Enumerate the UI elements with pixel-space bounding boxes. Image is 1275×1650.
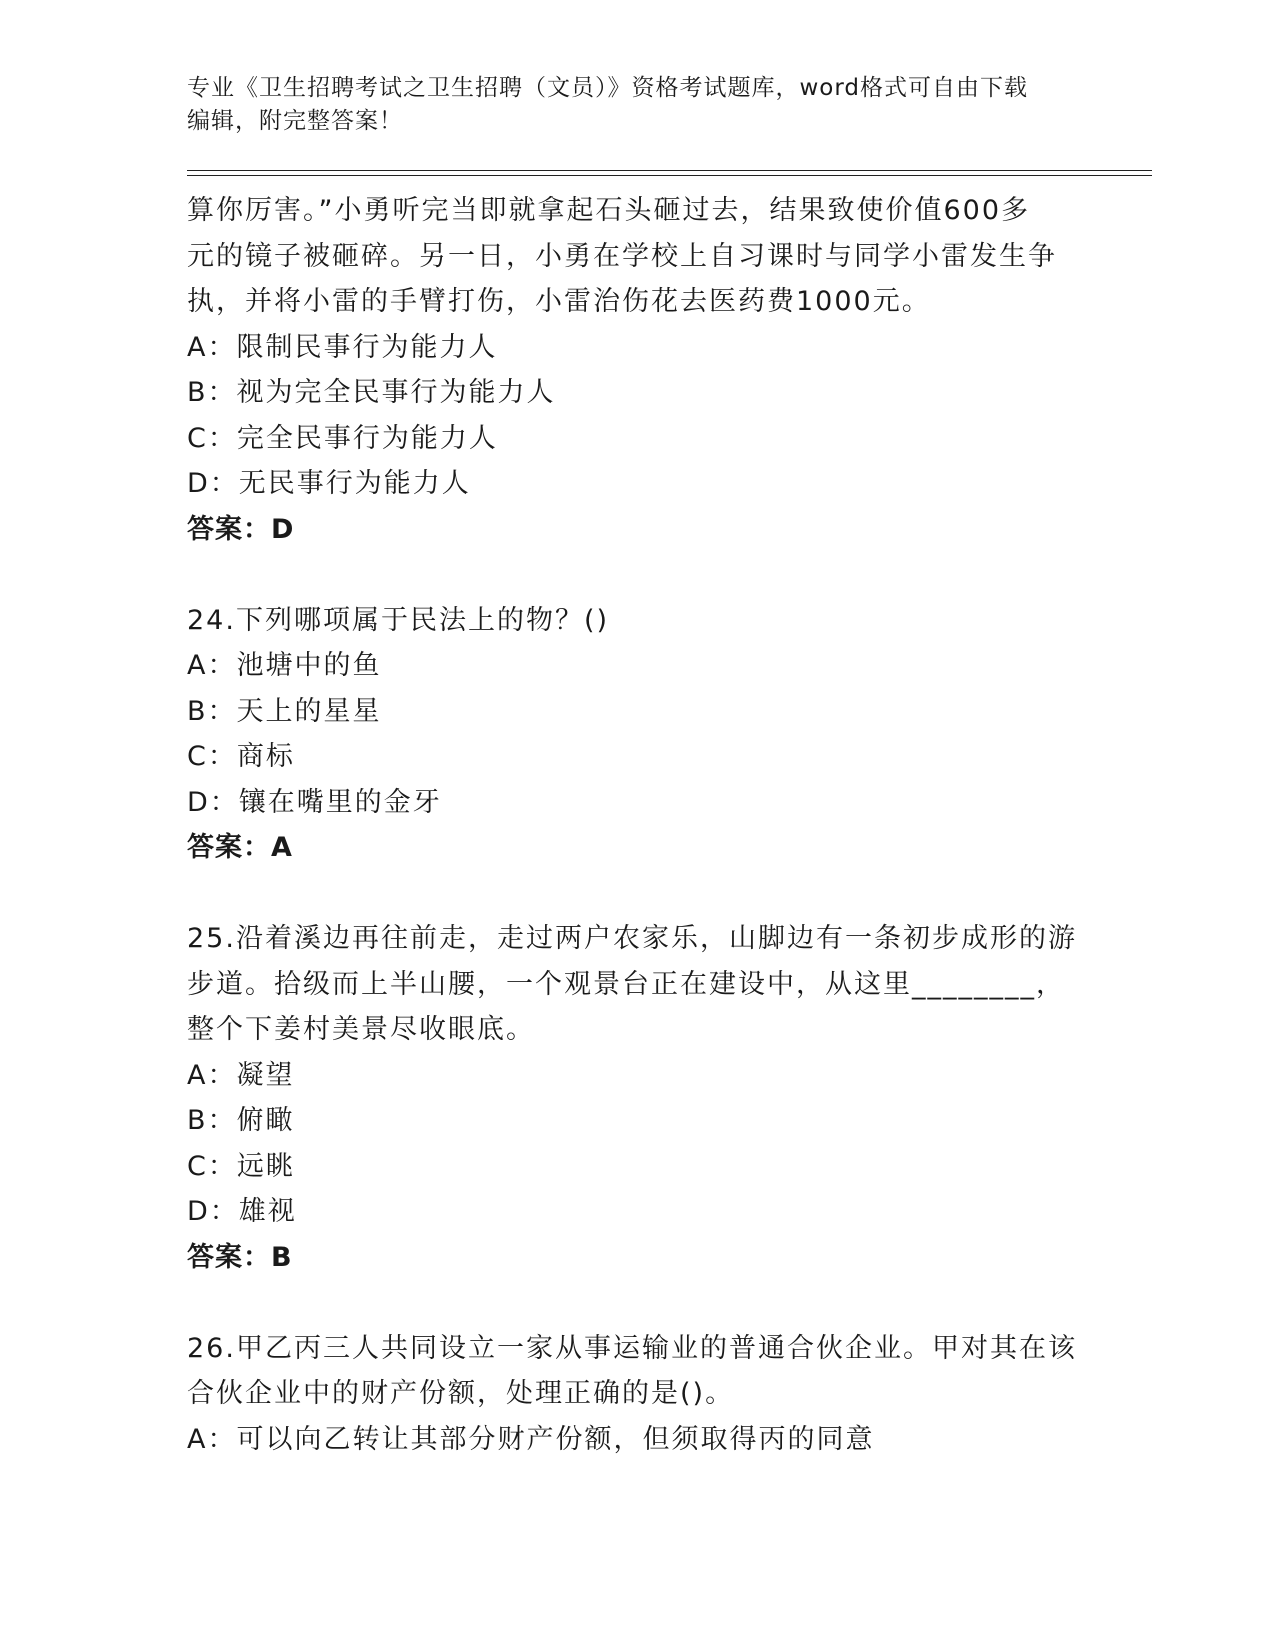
question-text: 合伙企业中的财产份额，处理正确的是()。 (187, 1378, 735, 1409)
spacer (187, 552, 1087, 598)
option-a: A：池塘中的鱼 (187, 650, 382, 681)
question-text: 24.下列哪项属于民法上的物？() (187, 604, 610, 636)
spacer (187, 1280, 1087, 1326)
document-body (187, 188, 1087, 1462)
question-text: 算你厉害。”小勇听完当即就拿起石头砸过去，结果致使价值600多 (187, 195, 1031, 226)
answer: 答案：D (187, 513, 295, 545)
question-text: 26.甲乙丙三人共同设立一家从事运输业的普通合伙企业。甲对其在该 (187, 1332, 1077, 1364)
option-b: B：天上的星星 (187, 695, 382, 727)
option-b: B：视为完全民事行为能力人 (187, 377, 556, 408)
header-line-1: 专业《卫生招聘考试之卫生招聘（文员）》资格考试题库，word格式可自由下载 (187, 75, 1029, 101)
question-text: 25.沿着溪边再往前走，走过两户农家乐，山脚边有一条初步成形的游 (187, 923, 1077, 954)
page-header (187, 72, 1087, 138)
question-text: 元的镜子被砸碎。另一日，小勇在学校上自习课时与同学小雷发生争 (187, 240, 1057, 272)
option-b: B：俯瞰 (187, 1105, 295, 1136)
option-d: D：雄视 (187, 1196, 297, 1227)
answer: 答案：B (187, 1241, 293, 1273)
option-c: C：远眺 (187, 1150, 295, 1182)
question-text: 步道。拾级而上半山腰，一个观景台正在建设中，从这里________， (187, 968, 1065, 1000)
option-d: D：无民事行为能力人 (187, 468, 471, 499)
question-25 (187, 916, 1087, 1280)
question-24 (187, 598, 1087, 871)
header-line-2: 编辑，附完整答案！ (187, 108, 403, 134)
question-text: 整个下姜村美景尽收眼底。 (187, 1014, 535, 1045)
header-rule-top (187, 170, 1152, 171)
spacer (187, 871, 1087, 917)
header-rule-bottom (187, 175, 1152, 176)
option-a: A：限制民事行为能力人 (187, 331, 498, 363)
option-d: D：镶在嘴里的金牙 (187, 786, 442, 818)
question-text: 执，并将小雷的手臂打伤，小雷治伤花去医药费1000元。 (187, 286, 931, 317)
option-c: C：商标 (187, 741, 295, 772)
answer: 答案：A (187, 832, 293, 863)
question-26 (187, 1326, 1087, 1463)
question-23 (187, 188, 1087, 552)
option-a: A：凝望 (187, 1059, 295, 1091)
option-a: A：可以向乙转让其部分财产份额，但须取得丙的同意 (187, 1423, 875, 1455)
option-c: C：完全民事行为能力人 (187, 422, 498, 454)
